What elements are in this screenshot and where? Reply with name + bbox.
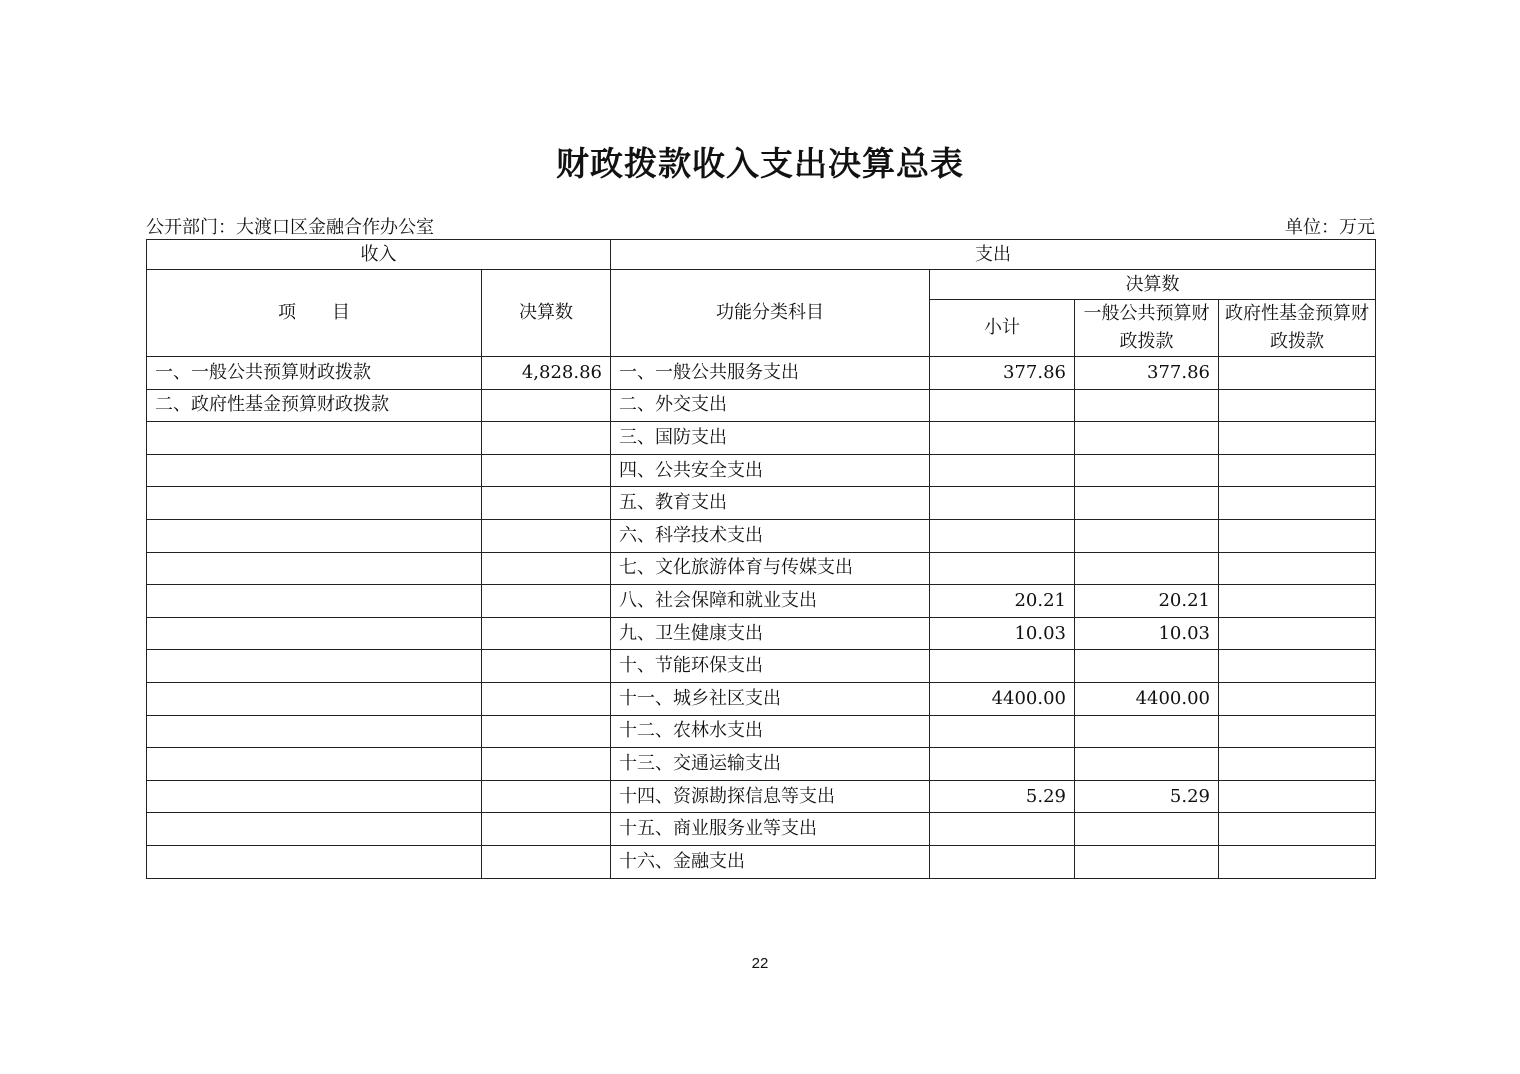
income-item-cell (147, 650, 482, 683)
table-row (147, 389, 1376, 422)
table-row (147, 519, 1376, 552)
general-budget-cell: 20.21 (1075, 585, 1219, 618)
department-label: 公开部门：大渡口区金融合作办公室 (146, 217, 434, 238)
subtotal-cell: 20.21 (930, 585, 1075, 618)
subtotal-cell (930, 487, 1075, 520)
header-gov-fund-budget: 政府性基金预算财政拨款 (1219, 300, 1376, 357)
header-income: 收入 (147, 240, 611, 270)
subtotal-cell (930, 552, 1075, 585)
gov-fund-cell (1219, 650, 1376, 683)
subtotal-cell: 377.86 (930, 357, 1075, 390)
income-item-cell (147, 715, 482, 748)
income-item-cell (147, 780, 482, 813)
income-amount-cell (482, 780, 611, 813)
table-row (147, 552, 1376, 585)
func-category-cell: 十五、商业服务业等支出 (611, 813, 930, 846)
subtotal-cell (930, 454, 1075, 487)
income-amount-cell (482, 552, 611, 585)
income-item-cell: 二、政府性基金预算财政拨款 (147, 389, 482, 422)
func-category-cell: 十二、农林水支出 (611, 715, 930, 748)
table-row (147, 617, 1376, 650)
table-row (147, 682, 1376, 715)
header-subtotal: 小计 (930, 300, 1075, 357)
header-func-category: 功能分类科目 (611, 270, 930, 357)
subtotal-cell (930, 422, 1075, 455)
gov-fund-cell (1219, 813, 1376, 846)
income-item-cell (147, 519, 482, 552)
income-amount-cell: 4,828.86 (482, 357, 611, 390)
income-amount-cell (482, 748, 611, 781)
table-row (147, 780, 1376, 813)
income-item-cell (147, 617, 482, 650)
general-budget-cell (1075, 552, 1219, 585)
header-row-2 (147, 270, 1376, 300)
income-amount-cell (482, 650, 611, 683)
header-general-budget: 一般公共预算财政拨款 (1075, 300, 1219, 357)
subtotal-cell (930, 813, 1075, 846)
table-row (147, 487, 1376, 520)
func-category-cell: 十、节能环保支出 (611, 650, 930, 683)
gov-fund-cell (1219, 454, 1376, 487)
general-budget-cell: 4400.00 (1075, 682, 1219, 715)
income-amount-cell (482, 519, 611, 552)
subtotal-cell (930, 650, 1075, 683)
general-budget-cell (1075, 487, 1219, 520)
general-budget-cell (1075, 422, 1219, 455)
income-item-cell (147, 682, 482, 715)
income-item-cell (147, 585, 482, 618)
table-row (147, 585, 1376, 618)
gov-fund-cell (1219, 748, 1376, 781)
general-budget-cell (1075, 813, 1219, 846)
general-budget-cell (1075, 519, 1219, 552)
income-amount-cell (482, 682, 611, 715)
subtotal-cell: 10.03 (930, 617, 1075, 650)
income-item-cell (147, 487, 482, 520)
income-amount-cell (482, 617, 611, 650)
income-amount-cell (482, 422, 611, 455)
general-budget-cell: 10.03 (1075, 617, 1219, 650)
func-category-cell: 三、国防支出 (611, 422, 930, 455)
func-category-cell: 二、外交支出 (611, 389, 930, 422)
general-budget-cell (1075, 715, 1219, 748)
income-item-cell (147, 552, 482, 585)
general-budget-cell (1075, 650, 1219, 683)
table-row (147, 357, 1376, 390)
income-amount-cell (482, 813, 611, 846)
general-budget-cell (1075, 845, 1219, 878)
gov-fund-cell (1219, 682, 1376, 715)
income-item-cell: 一、一般公共预算财政拨款 (147, 357, 482, 390)
page-title: 财政拨款收入支出决算总表 (556, 144, 964, 183)
table-row (147, 650, 1376, 683)
income-item-cell (147, 454, 482, 487)
func-category-cell: 六、科学技术支出 (611, 519, 930, 552)
unit-label: 单位：万元 (1285, 217, 1375, 238)
gov-fund-cell (1219, 552, 1376, 585)
page-number: 22 (751, 955, 769, 972)
gov-fund-cell (1219, 585, 1376, 618)
gov-fund-cell (1219, 715, 1376, 748)
gov-fund-cell (1219, 845, 1376, 878)
income-item-cell (147, 422, 482, 455)
gov-fund-cell (1219, 487, 1376, 520)
income-item-cell (147, 748, 482, 781)
general-budget-cell (1075, 454, 1219, 487)
header-expense: 支出 (611, 240, 1376, 270)
general-budget-cell: 5.29 (1075, 780, 1219, 813)
header-item: 项 目 (147, 270, 482, 357)
general-budget-cell (1075, 748, 1219, 781)
income-item-cell (147, 845, 482, 878)
gov-fund-cell (1219, 357, 1376, 390)
subtotal-cell (930, 845, 1075, 878)
table-row (147, 813, 1376, 846)
func-category-cell: 十六、金融支出 (611, 845, 930, 878)
func-category-cell: 八、社会保障和就业支出 (611, 585, 930, 618)
income-amount-cell (482, 487, 611, 520)
subtotal-cell: 5.29 (930, 780, 1075, 813)
subtotal-cell (930, 715, 1075, 748)
income-amount-cell (482, 715, 611, 748)
subtotal-cell (930, 389, 1075, 422)
subtotal-cell: 4400.00 (930, 682, 1075, 715)
subtotal-cell (930, 748, 1075, 781)
func-category-cell: 七、文化旅游体育与传媒支出 (611, 552, 930, 585)
func-category-cell: 五、教育支出 (611, 487, 930, 520)
income-amount-cell (482, 585, 611, 618)
func-category-cell: 十四、资源勘探信息等支出 (611, 780, 930, 813)
func-category-cell: 十一、城乡社区支出 (611, 682, 930, 715)
func-category-cell: 一、一般公共服务支出 (611, 357, 930, 390)
table-row (147, 845, 1376, 878)
header-amount: 决算数 (482, 270, 611, 357)
income-amount-cell (482, 845, 611, 878)
subtotal-cell (930, 519, 1075, 552)
gov-fund-cell (1219, 389, 1376, 422)
gov-fund-cell (1219, 617, 1376, 650)
func-category-cell: 四、公共安全支出 (611, 454, 930, 487)
header-final-amount: 决算数 (930, 270, 1376, 300)
func-category-cell: 九、卫生健康支出 (611, 617, 930, 650)
income-amount-cell (482, 454, 611, 487)
gov-fund-cell (1219, 519, 1376, 552)
income-amount-cell (482, 389, 611, 422)
table-row (147, 454, 1376, 487)
income-item-cell (147, 813, 482, 846)
gov-fund-cell (1219, 780, 1376, 813)
budget-summary-table (146, 239, 1376, 879)
general-budget-cell (1075, 389, 1219, 422)
table-row (147, 748, 1376, 781)
table-row (147, 715, 1376, 748)
func-category-cell: 十三、交通运输支出 (611, 748, 930, 781)
table-row (147, 422, 1376, 455)
general-budget-cell: 377.86 (1075, 357, 1219, 390)
gov-fund-cell (1219, 422, 1376, 455)
header-row-1 (147, 240, 1376, 270)
